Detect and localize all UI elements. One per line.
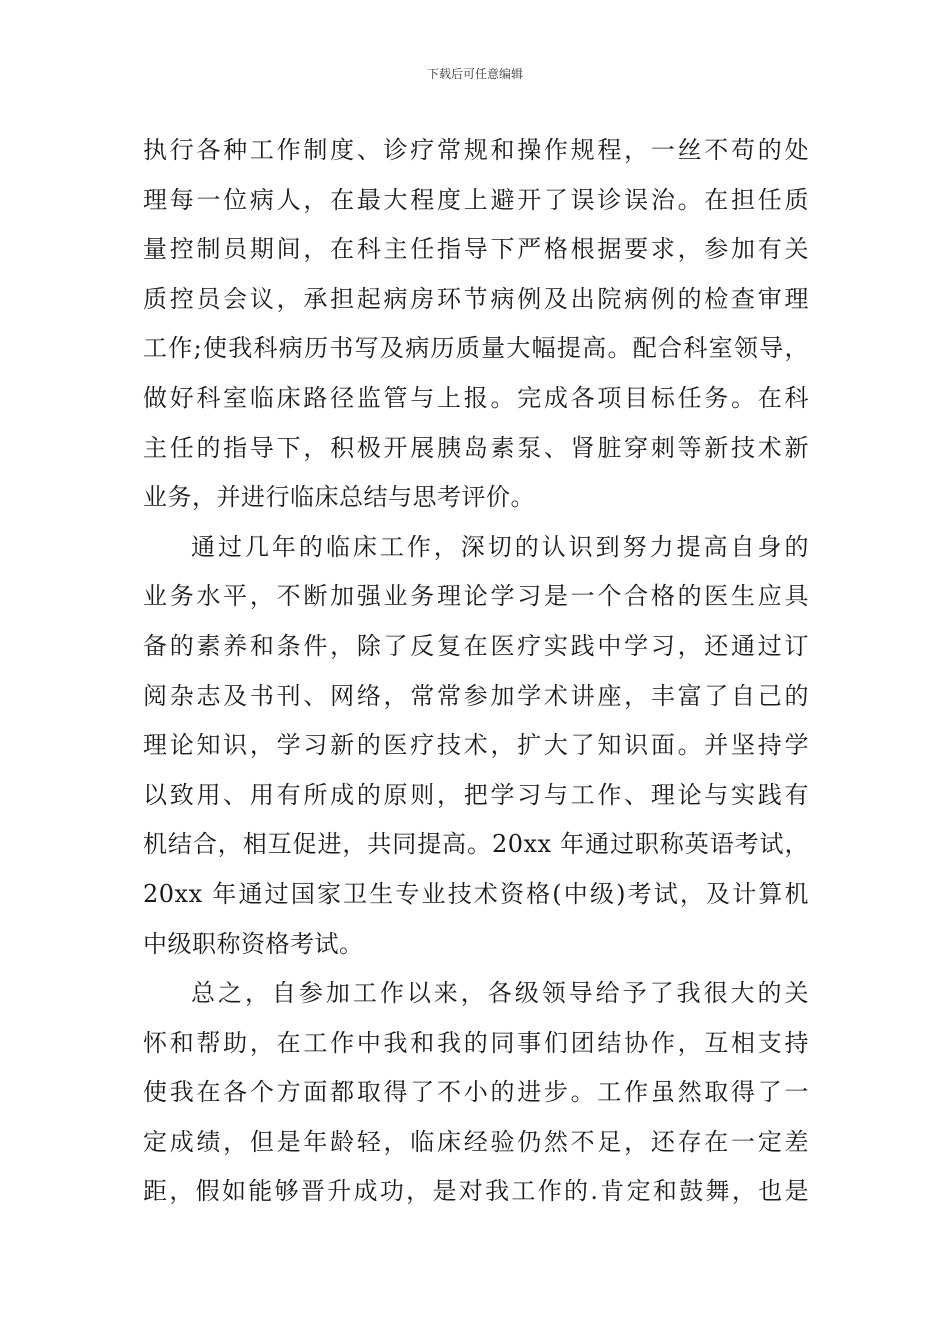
paragraph-3-line-1: 总之，自参加工作以来，各级领导给予了我很大的关 — [191, 979, 809, 1008]
paragraph-3-line-2: 怀和帮助，在工作中我和我的同事们团结协作，互相支持 — [143, 1028, 809, 1057]
paragraph-1-line-6: 做好科室临床路径监管与上报。完成各项目标任务。在科 — [143, 383, 809, 412]
paragraph-2-line-6: 以致用、用有所成的原则，把学习与工作、理论与实践有 — [143, 780, 809, 809]
document-body — [143, 126, 809, 1217]
paragraph-1-line-3: 量控制员期间，在科主任指导下严格根据要求，参加有关 — [143, 235, 809, 264]
paragraph-3-line-5: 距，假如能够晋升成功，是对我工作的.肯定和鼓舞，也是 — [143, 1177, 809, 1206]
paragraph-1-line-7: 主任的指导下，积极开展胰岛素泵、肾脏穿刺等新技术新 — [143, 433, 809, 462]
paragraph-1-line-2: 理每一位病人，在最大程度上避开了误诊误治。在担任质 — [143, 185, 809, 214]
paragraph-1-line-1: 执行各种工作制度、诊疗常规和操作规程，一丝不苟的处 — [143, 136, 809, 164]
paragraph-3-line-3: 使我在各个方面都取得了不小的进步。工作虽然取得了一 — [143, 1078, 809, 1107]
paragraph-1-line-8: 业务，并进行临床总结与思考评价。 — [143, 483, 535, 512]
paragraph-2-line-5: 理论知识，学习新的医疗技术，扩大了知识面。并坚持学 — [143, 731, 809, 760]
paragraph-2-line-7: 机结合，相互促进，共同提高。20xx 年通过职称英语考试， — [143, 830, 809, 859]
paragraph-1-line-5: 工作;使我科病历书写及病历质量大幅提高。配合科室领导， — [143, 334, 809, 363]
paragraph-2-line-8: 20xx 年通过国家卫生专业技术资格(中级)考试，及计算机 — [143, 879, 809, 908]
paragraph-1-line-4: 质控员会议，承担起病房环节病例及出院病例的检查审理 — [143, 284, 809, 313]
paragraph-2-line-3: 备的素养和条件，除了反复在医疗实践中学习，还通过订 — [143, 631, 809, 660]
paragraph-2-line-2: 业务水平，不断加强业务理论学习是一个合格的医生应具 — [143, 582, 809, 611]
paragraph-2-line-1: 通过几年的临床工作，深切的认识到努力提高自身的 — [191, 532, 809, 561]
paragraph-3-line-4: 定成绩，但是年龄轻，临床经验仍然不足，还存在一定差 — [143, 1127, 809, 1156]
paragraph-2-line-9: 中级职称资格考试。 — [143, 929, 364, 958]
page-header-note: 下载后可任意编辑 — [426, 67, 523, 81]
paragraph-2-line-4: 阅杂志及书刊、网络，常常参加学术讲座，丰富了自己的 — [143, 681, 809, 710]
